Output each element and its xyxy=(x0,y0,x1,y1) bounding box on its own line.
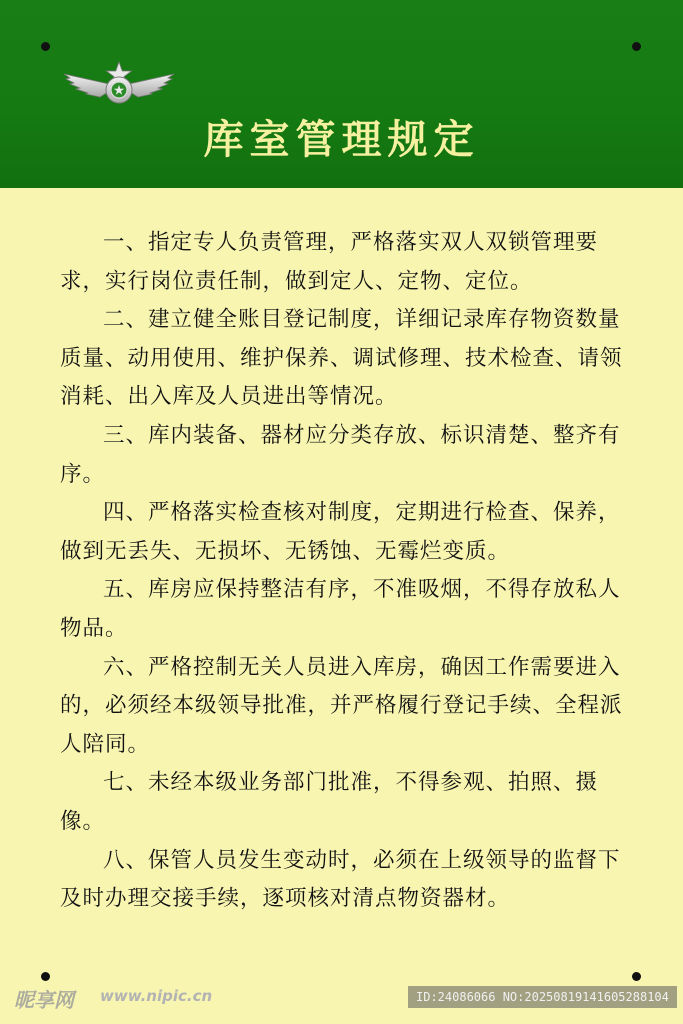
header-banner xyxy=(0,0,683,188)
pin-bottom-right xyxy=(632,972,641,981)
regulation-item-1: 一、指定专人负责管理，严格落实双人双锁管理要求，实行岗位责任制，做到定人、定物、定位。 xyxy=(60,230,599,294)
regulation-item-6: 六、严格控制无关人员进入库房，确因工作需要进入的，必须经本级领导批准，并严格履行登记手续、全程派人陪同。 xyxy=(60,654,623,757)
regulation-item-8: 八、保管人员发生变动时，必须在上级领导的监督下及时办理交接手续，逐项核对清点物资器材。 xyxy=(60,847,621,912)
regulation-item-7: 七、未经本级业务部门批准，不得参观、拍照、摄像。 xyxy=(60,770,599,834)
pin-top-right xyxy=(632,42,641,51)
watermark-logo: 昵享网 xyxy=(14,988,74,1012)
watermark-id: ID:24086066 NO:20250819141605288104 xyxy=(408,986,677,1008)
regulation-item-2: 二、建立健全账目登记制度，详细记录库存物资数量质量、动用使用、维护保养、调试修理、技术检查、请领消耗、出入库及人员进出等情况。 xyxy=(60,307,623,410)
pin-bottom-left xyxy=(41,972,50,981)
pin-top-left xyxy=(41,42,50,51)
regulation-item-5: 五、库房应保持整洁有序，不准吸烟，不得存放私人物品。 xyxy=(60,577,621,641)
watermark-url: www.nipic.cn xyxy=(100,987,213,1005)
army-emblem-icon xyxy=(60,60,178,108)
page-title: 库室管理规定 xyxy=(203,117,480,163)
regulations-body xyxy=(60,224,626,919)
regulation-item-4: 四、严格落实检查核对制度，定期进行检查、保养，做到无丢失、无损坏、无锈蚀、无霉烂变质。 xyxy=(60,500,621,564)
regulation-item-3: 三、库内装备、器材应分类存放、标识清楚、整齐有序。 xyxy=(60,422,621,487)
